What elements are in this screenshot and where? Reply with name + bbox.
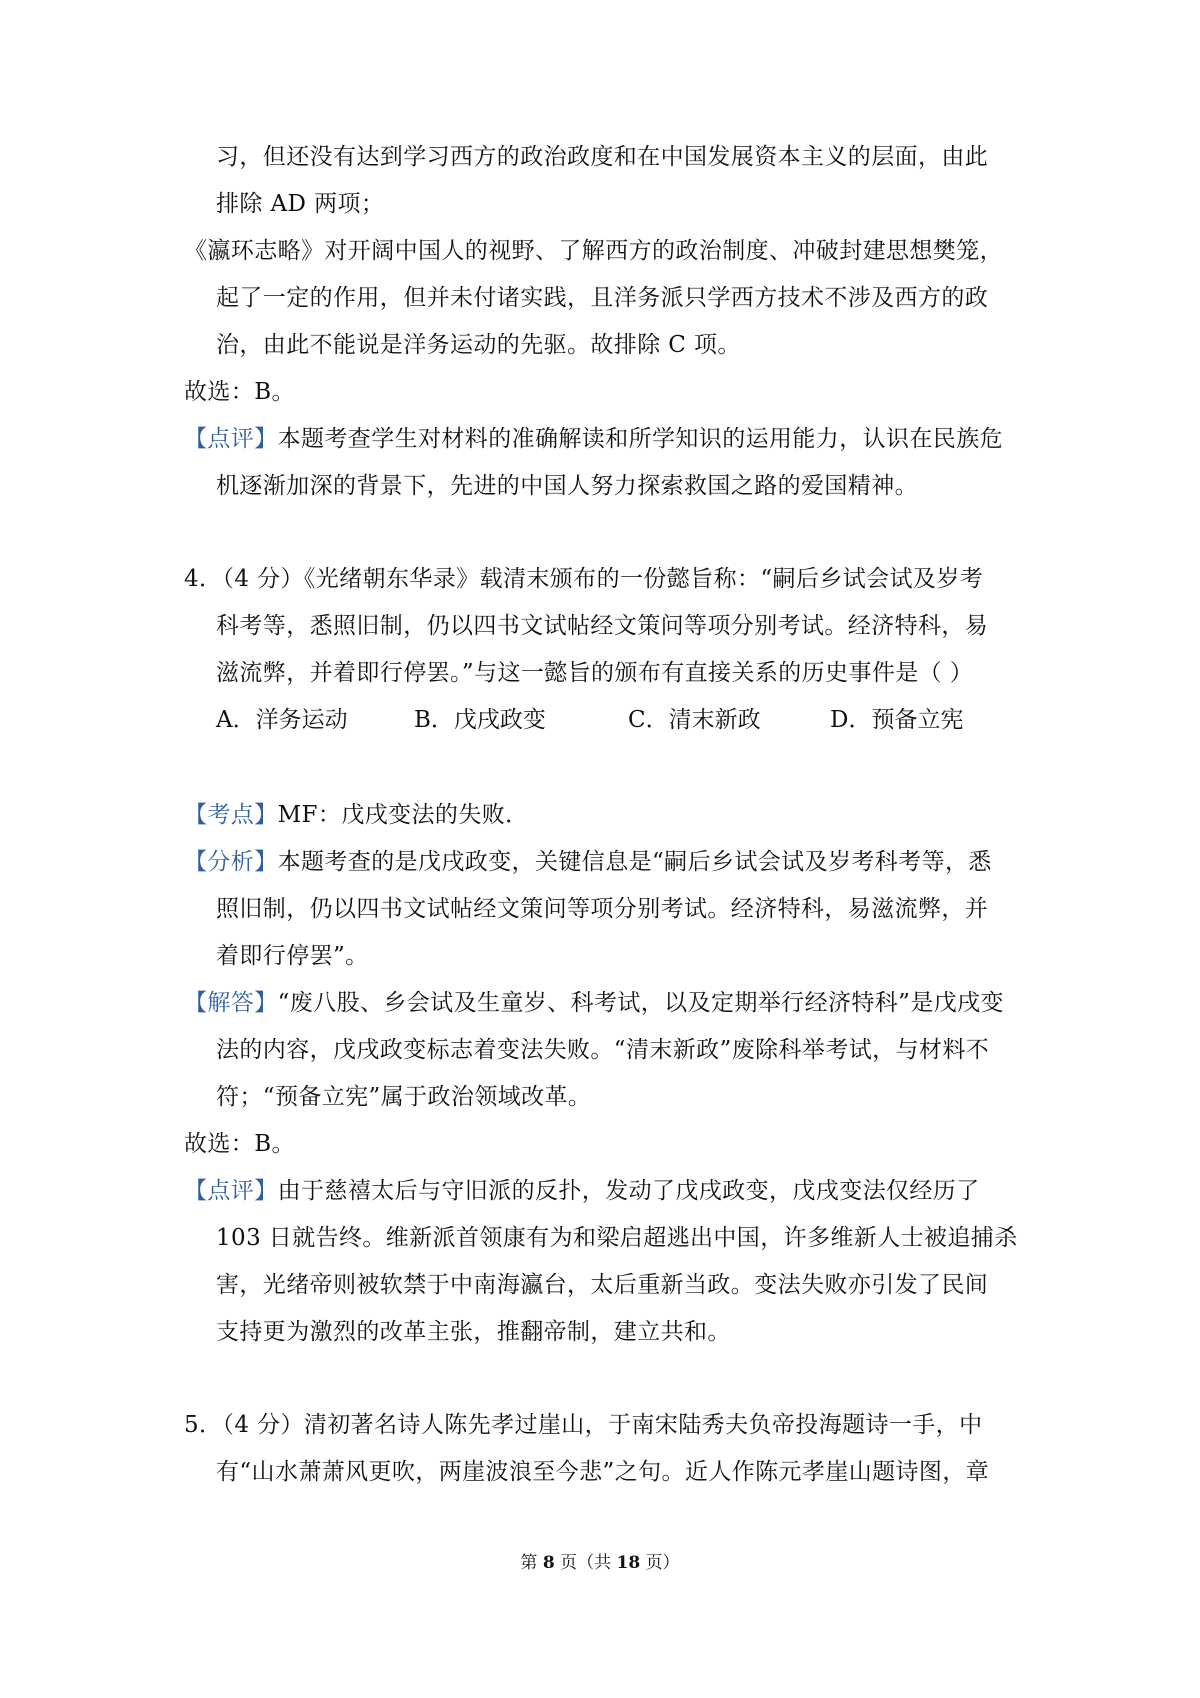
q4-jieda-line-2: 法的内容，戊戌政变标志着变法失败。“清末新政”废除科举考试，与材料不 — [216, 1037, 990, 1063]
q4-jieda-line-3: 符；“预备立宪”属于政治领域改革。 — [216, 1084, 592, 1110]
kaodian-tag: 【考点】 — [184, 802, 278, 828]
q4-fenxi-line-3: 着即行停罢”。 — [216, 943, 369, 969]
kaodian-text: MF：戊戌变法的失败． — [277, 802, 529, 828]
page-footer — [0, 1550, 1200, 1576]
prev-answer-choice: 故选：B。 — [184, 379, 295, 405]
prev-answer-line-5: 治，由此不能说是洋务运动的先驱。故排除 C 项。 — [216, 332, 741, 358]
footer-page-number: 8 — [542, 1553, 555, 1573]
q5-stem-line-2: 有“山水萧萧风更吹，两崖波浪至今悲”之句。近人作陈元孝崖山题诗图，章 — [216, 1459, 990, 1485]
q4-dianping-line-1 — [184, 1169, 980, 1213]
q4-option-c: C．清末新政 — [628, 707, 761, 733]
footer-suffix: 页） — [645, 1553, 680, 1573]
q4-kaodian — [184, 793, 529, 837]
q4-fenxi-line-2: 照旧制，仍以四书文试帖经文策问等项分别考试。经济特科，易滋流弊，并 — [216, 896, 989, 922]
dianping-text-1: 由于慈禧太后与守旧派的反扑，发动了戊戌政变，戊戌变法仅经历了 — [277, 1178, 980, 1204]
prev-answer-line-4: 起了一定的作用，但并未付诸实践，且洋务派只学西方技术不涉及西方的政 — [216, 285, 989, 311]
q4-dianping-line-3: 害，光绪帝则被软禁于中南海瀛台，太后重新当政。变法失败亦引发了民间 — [216, 1272, 989, 1298]
q4-stem-line-2: 科考等，悉照旧制，仍以四书文试帖经文策问等项分别考试。经济特科，易 — [216, 613, 989, 639]
q4-option-d: D．预备立宪 — [830, 707, 964, 733]
jieda-text-1: “废八股、乡会试及生童岁、科考试，以及定期举行经济特科”是戊戌变 — [277, 990, 1004, 1016]
q4-dianping-line-4: 支持更为激烈的改革主张，推翻帝制，建立共和。 — [216, 1319, 731, 1345]
prev-answer-line-3: 《瀛环志略》对开阔中国人的视野、了解西方的政治制度、冲破封建思想樊笼， — [184, 238, 1003, 264]
dianping-tag: 【点评】 — [184, 1178, 278, 1204]
fenxi-text-1: 本题考查的是戊戌政变，关键信息是“嗣后乡试会试及岁考科考等，悉 — [277, 849, 992, 875]
prev-comment-line-1 — [184, 417, 1003, 461]
footer-total-pages: 18 — [616, 1553, 641, 1573]
prev-comment-text-1: 本题考查学生对材料的准确解读和所学知识的运用能力，认识在民族危 — [277, 426, 1004, 452]
comment-tag: 【点评】 — [184, 426, 278, 452]
q4-fenxi-line-1 — [184, 840, 992, 884]
q4-option-a: A．洋务运动 — [216, 707, 348, 733]
prev-answer-line-2: 排除 AD 两项； — [216, 191, 385, 217]
prev-comment-line-2: 机逐渐加深的背景下，先进的中国人努力探索救国之路的爱国精神。 — [216, 473, 918, 499]
q4-stem-line-3: 滋流弊，并着即行停罢。”与这一懿旨的颁布有直接关系的历史事件是（ ） — [216, 660, 974, 686]
q4-dianping-line-2: 103 日就告终。维新派首领康有为和梁启超逃出中国，许多维新人士被追捕杀 — [216, 1225, 1018, 1251]
q5-stem-line-1: 5．（4 分）清初著名诗人陈先孝过崖山，于南宋陆秀夫负帝投海题诗一手，中 — [184, 1412, 983, 1438]
q4-option-b: B．戊戌政变 — [414, 707, 546, 733]
footer-prefix: 第 — [520, 1553, 538, 1573]
q4-stem-line-1: 4．（4 分）《光绪朝东华录》载清末颁布的一份懿旨称：“嗣后乡试会试及岁考 — [184, 566, 984, 592]
footer-middle: 页（共 — [560, 1553, 612, 1573]
q4-choice: 故选：B。 — [184, 1131, 295, 1157]
fenxi-tag: 【分析】 — [184, 849, 278, 875]
jieda-tag: 【解答】 — [184, 990, 278, 1016]
q4-jieda-line-1 — [184, 981, 1004, 1025]
prev-answer-line-1: 习，但还没有达到学习西方的政治政度和在中国发展资本主义的层面，由此 — [216, 144, 989, 170]
